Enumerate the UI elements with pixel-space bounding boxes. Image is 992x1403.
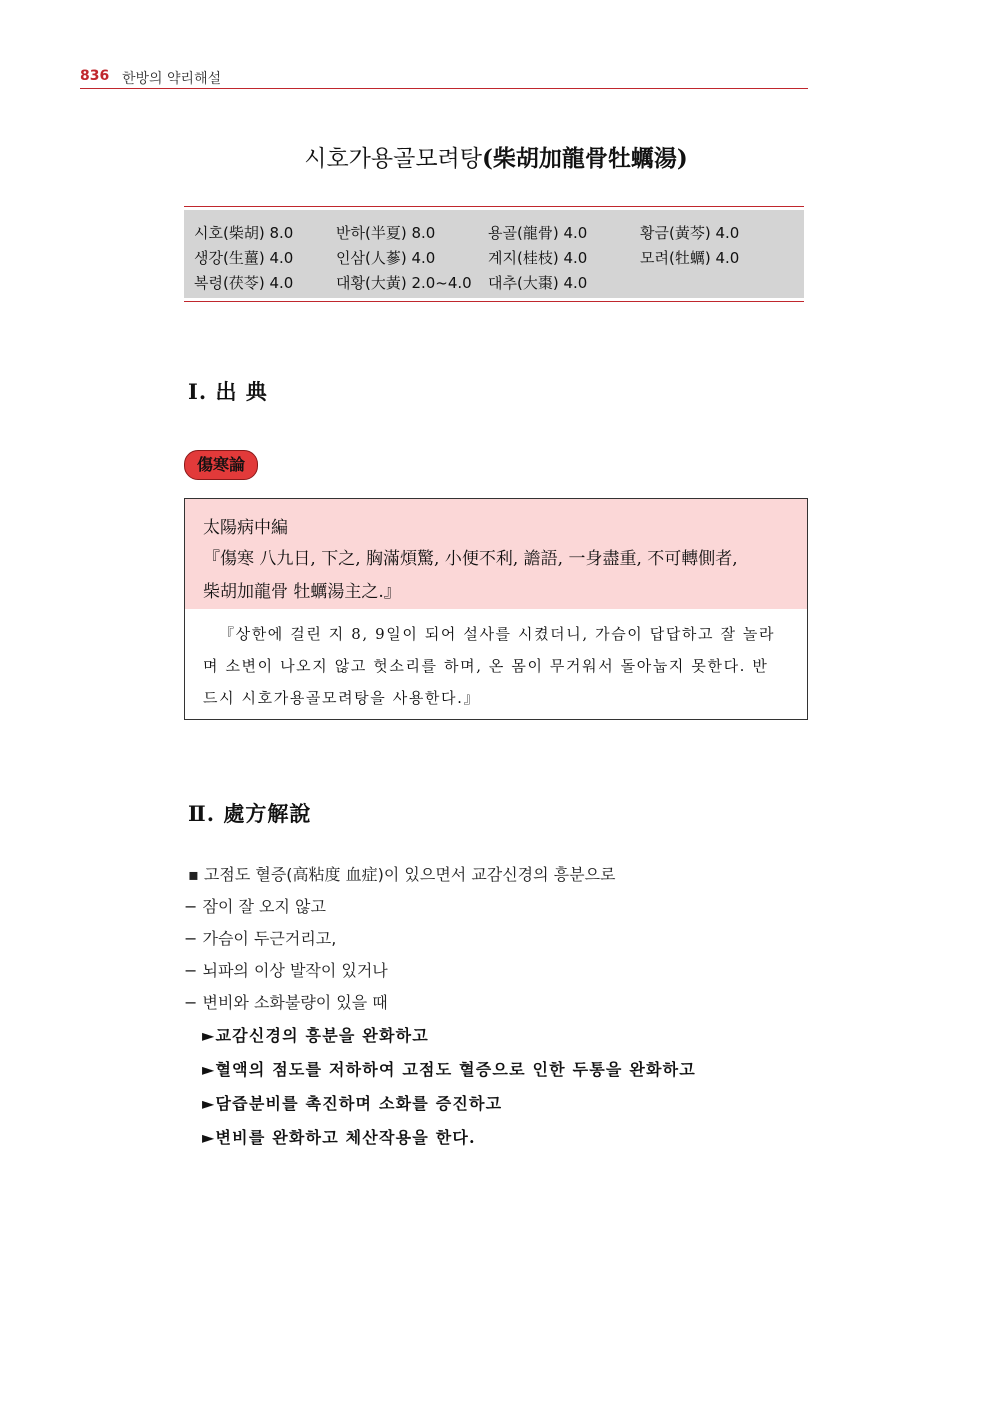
herb-item: 시호(柴胡) 8.0 (194, 224, 294, 242)
translation-box (184, 609, 808, 720)
prescription-title (0, 140, 992, 173)
source-badge: 傷寒論 (184, 450, 258, 480)
original-text-line: 『傷寒 八九日, 下之, 胸滿煩驚, 小便不利, 譫語, 一身盡重, 不可轉側者, (203, 549, 738, 569)
original-text-box (184, 498, 808, 610)
herb-box-top-rule (184, 206, 804, 207)
indication-line: − 뇌파의 이상 발작이 있거나 (184, 961, 388, 980)
indication-line: − 변비와 소화불량이 있을 때 (184, 993, 388, 1012)
effect-line: ►혈액의 점도를 저하하여 고점도 혈증으로 인한 두통을 완화하고 (202, 1060, 696, 1079)
herb-item: 황금(黃芩) 4.0 (640, 224, 740, 242)
herb-item: 계지(桂枝) 4.0 (488, 249, 588, 267)
herb-item: 반하(半夏) 8.0 (336, 224, 436, 242)
herb-item: 인삼(人蔘) 4.0 (336, 249, 436, 267)
herb-item: 대추(大棗) 4.0 (488, 274, 588, 292)
translation-line: 드시 시호가용골모려탕을 사용한다.』 (203, 689, 481, 707)
effect-line: ►교감신경의 흥분을 완화하고 (202, 1026, 429, 1045)
original-text-line: 柴胡加龍骨 牡蠣湯主之.』 (203, 582, 401, 602)
original-text-line: 太陽病中編 (203, 518, 288, 538)
herb-item: 대황(大黃) 2.0~4.0 (336, 274, 472, 292)
herb-box-bottom-rule (184, 301, 804, 302)
translation-line: 며 소변이 나오지 않고 헛소리를 하며, 온 몸이 무거워서 돌아눕지 못한다. 반 (203, 657, 769, 675)
herb-item: 생강(生薑) 4.0 (194, 249, 294, 267)
indication-line: − 잠이 잘 오지 않고 (184, 897, 326, 916)
translation-line: 『상한에 걸린 지 8, 9일이 되어 설사를 시켰더니, 가슴이 답답하고 잘 놀라 (219, 625, 776, 643)
herb-item: 용골(龍骨) 4.0 (488, 224, 588, 242)
herb-item: 복령(茯苓) 4.0 (194, 274, 294, 292)
page-number: 836 (80, 68, 110, 84)
effect-line: ►변비를 완화하고 체산작용을 한다. (202, 1128, 476, 1147)
page-header (80, 66, 808, 89)
section-heading-source: Ⅰ. 出 典 (188, 379, 268, 404)
indication-line: ▪ 고점도 혈증(高粘度 血症)이 있으면서 교감신경의 흥분으로 (188, 865, 616, 884)
running-title: 한방의 약리해설 (122, 71, 222, 87)
title-korean: 시호가용골모려탕 (304, 146, 482, 172)
indication-line: − 가슴이 두근거리고, (184, 929, 337, 948)
effect-line: ►담즙분비를 촉진하며 소화를 증진하고 (202, 1094, 503, 1113)
title-hanja: (柴胡加龍骨牡蠣湯) (481, 145, 688, 172)
section-heading-explanation: Ⅱ. 處方解說 (188, 801, 312, 826)
herb-composition-box (184, 206, 804, 302)
herb-item: 모려(牡蠣) 4.0 (640, 249, 740, 267)
